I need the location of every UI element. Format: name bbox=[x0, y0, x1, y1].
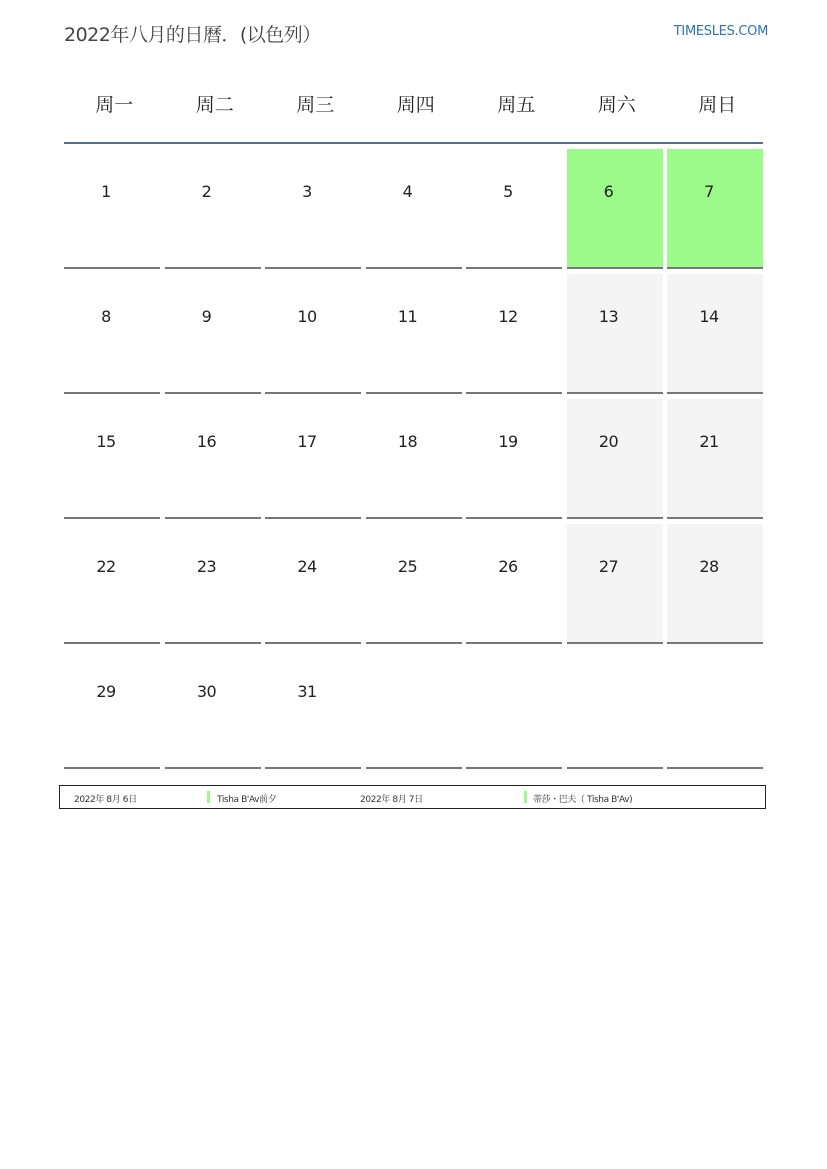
day-number: 19 bbox=[498, 432, 518, 451]
day-cell bbox=[366, 274, 462, 394]
day-cell bbox=[567, 524, 663, 644]
day-number: 28 bbox=[699, 557, 719, 576]
day-cell bbox=[265, 149, 361, 269]
day-number: 8 bbox=[101, 307, 111, 326]
weekday-sat: 周六 bbox=[597, 94, 636, 116]
day-cell bbox=[165, 399, 261, 519]
day-number: 4 bbox=[402, 182, 413, 201]
weekday-mon: 周一 bbox=[95, 94, 134, 116]
page-title: 2022年八月的日曆．(以色列） bbox=[64, 24, 321, 46]
day-number: 31 bbox=[297, 682, 317, 701]
day-cell bbox=[64, 649, 160, 769]
day-cell bbox=[466, 649, 562, 769]
day-cell bbox=[64, 399, 160, 519]
day-number: 21 bbox=[699, 432, 719, 451]
legend-name-2: 蒂莎・巴夫（ Tisha B'Av) bbox=[533, 795, 633, 805]
legend-name-1: Tisha B'Av前夕 bbox=[217, 795, 277, 805]
day-cell bbox=[165, 649, 261, 769]
week-row bbox=[64, 649, 763, 770]
week-row bbox=[64, 274, 763, 395]
day-number: 23 bbox=[196, 557, 217, 576]
day-cell bbox=[567, 399, 663, 519]
weekday-header bbox=[64, 88, 763, 122]
day-number: 6 bbox=[603, 182, 614, 201]
day-cell bbox=[366, 149, 462, 269]
site-link[interactable]: TIMESLES.COM bbox=[673, 24, 768, 39]
day-cell bbox=[466, 524, 562, 644]
day-cell bbox=[265, 649, 361, 769]
day-number: 9 bbox=[201, 307, 212, 326]
day-cell bbox=[265, 524, 361, 644]
day-cell bbox=[667, 524, 763, 644]
weekday-thu: 周四 bbox=[396, 94, 435, 116]
day-cell bbox=[165, 149, 261, 269]
day-cell bbox=[667, 399, 763, 519]
day-cell bbox=[466, 274, 562, 394]
day-number: 17 bbox=[297, 432, 317, 451]
week-row bbox=[64, 149, 763, 270]
day-number: 27 bbox=[598, 557, 619, 576]
day-number: 25 bbox=[397, 557, 418, 576]
day-cell bbox=[567, 274, 663, 394]
holiday-legend bbox=[59, 785, 766, 809]
day-number: 29 bbox=[96, 682, 116, 701]
day-number: 22 bbox=[96, 557, 116, 576]
day-number: 3 bbox=[302, 182, 312, 201]
day-cell bbox=[165, 274, 261, 394]
day-number: 18 bbox=[397, 432, 418, 451]
day-cell bbox=[667, 649, 763, 769]
weekday-tue: 周二 bbox=[195, 94, 234, 116]
week-row bbox=[64, 399, 763, 520]
weekday-fri: 周五 bbox=[497, 94, 536, 116]
day-number: 15 bbox=[96, 432, 116, 451]
day-cell bbox=[366, 399, 462, 519]
day-number: 12 bbox=[498, 307, 518, 326]
day-cell bbox=[366, 524, 462, 644]
day-cell bbox=[567, 649, 663, 769]
day-number: 10 bbox=[297, 307, 317, 326]
day-number: 7 bbox=[704, 182, 714, 201]
legend-marker-2 bbox=[524, 791, 527, 803]
legend-marker-1 bbox=[207, 791, 210, 803]
day-cell bbox=[64, 149, 160, 269]
week-row bbox=[64, 524, 763, 645]
day-cell bbox=[265, 274, 361, 394]
day-number: 1 bbox=[101, 182, 111, 201]
legend-date-1: 2022年 8月 6日 bbox=[74, 795, 137, 805]
day-cell bbox=[466, 399, 562, 519]
day-number: 13 bbox=[598, 307, 619, 326]
day-cell bbox=[366, 649, 462, 769]
day-number: 26 bbox=[498, 557, 518, 576]
day-cell bbox=[265, 399, 361, 519]
holiday-day-cell bbox=[567, 149, 663, 269]
day-number: 14 bbox=[699, 307, 719, 326]
day-number: 11 bbox=[397, 307, 418, 326]
day-number: 16 bbox=[196, 432, 217, 451]
day-number: 2 bbox=[201, 182, 212, 201]
header-divider bbox=[64, 142, 763, 144]
holiday-day-cell bbox=[667, 149, 763, 269]
weekday-sun: 周日 bbox=[698, 94, 737, 116]
day-cell bbox=[165, 524, 261, 644]
day-cell bbox=[64, 274, 160, 394]
day-number: 30 bbox=[196, 682, 217, 701]
day-cell bbox=[667, 274, 763, 394]
day-cell bbox=[466, 149, 562, 269]
day-number: 20 bbox=[598, 432, 619, 451]
day-number: 24 bbox=[297, 557, 317, 576]
day-cell bbox=[64, 524, 160, 644]
weekday-wed: 周三 bbox=[296, 94, 335, 116]
day-number: 5 bbox=[503, 182, 513, 201]
legend-date-2: 2022年 8月 7日 bbox=[360, 795, 423, 805]
